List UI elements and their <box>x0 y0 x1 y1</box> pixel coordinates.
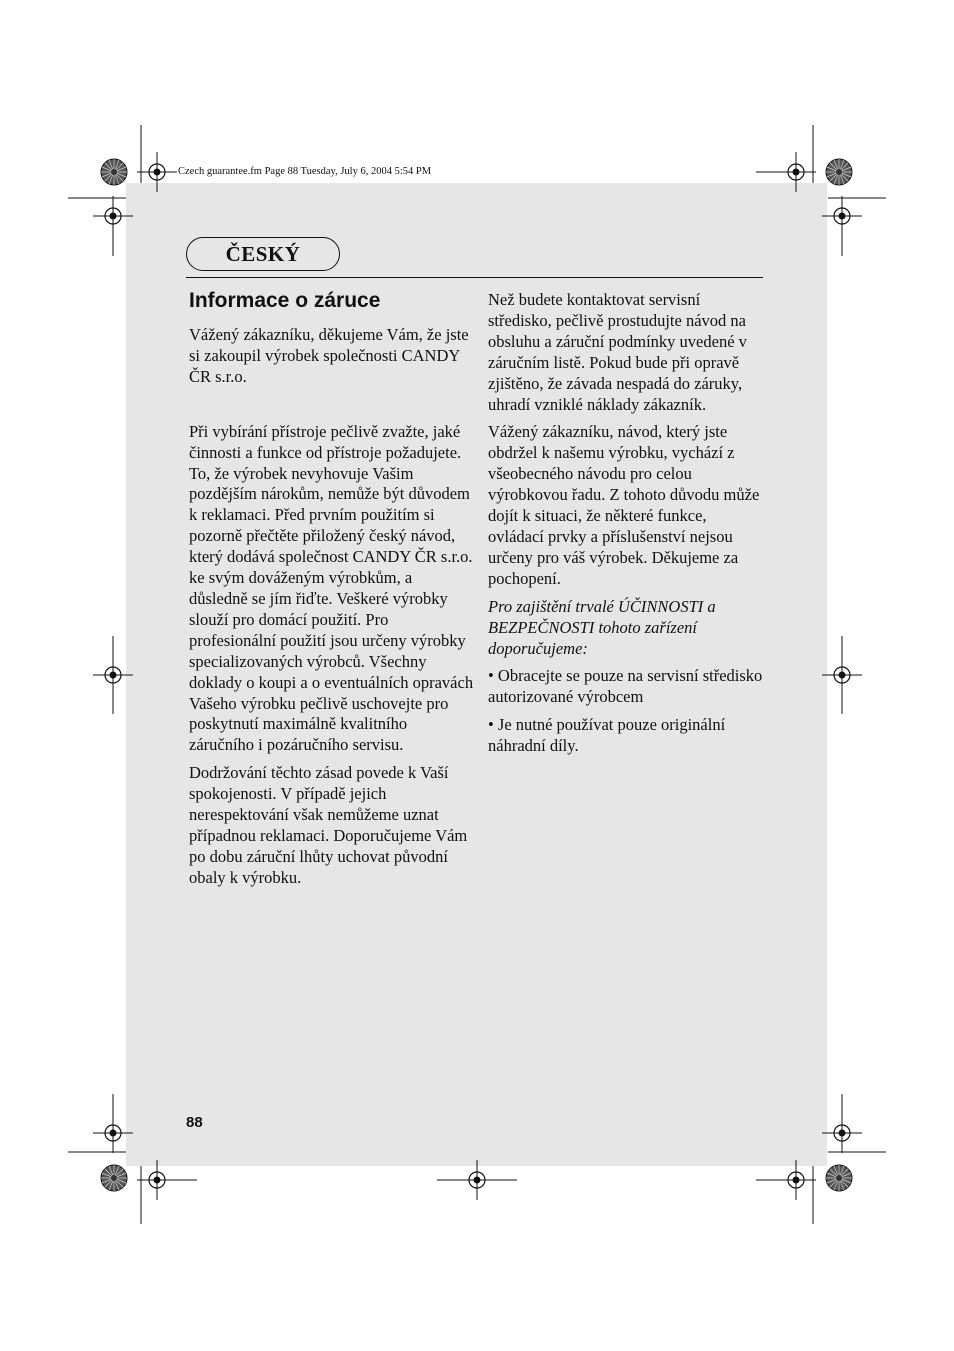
safety-note: Pro zajištění trvalé ÚČINNOSTI a BEZPEČNOSTI tohoto zařízení doporučujeme: <box>488 596 716 658</box>
selection-paragraph: Při vybírání přístroje pečlivě zvažte, jaké činnosti a funkce od přístroje požadujete. To, že výrobek nevyhovuje Vašim pozdějším nárokům, nemůže být důvodem k reklamaci. Před prvním použitím si pozorně přečtěte přiložený český návod, který dodává společnost CANDY ČR s.r.o. ke svým dováženým výrobkům, a důsledně se jím řiďte. Veškeré výrobky slouží pro domácí použití. Pro profesionální použití jsou určeny výrobky specializovaných výrobců. Všechny doklady o koupi a o eventuálních opravách Vašeho výrobku pečlivě uschovejte pro poskytnutí maximálně kvalitního záručního i pozáručního servisu. <box>189 421 474 755</box>
page-number: 88 <box>186 1114 203 1131</box>
bullet-item: • Je nutné používat pouze originální náhradní díly. <box>488 715 726 756</box>
file-slug: Czech guarantee.fm Page 88 Tuesday, July 6, 2004 5:54 PM <box>178 166 432 177</box>
spacer <box>189 395 474 422</box>
service-paragraph: Než budete kontaktovat servisní středisko, pečlivě prostudujte návod na obsluhu a záruční podmínky uvedené v záručním listě. Pokud bude při opravě zjištěno, že závada nespadá do záruky, uhradí vzniklé náklady zákazník. <box>488 290 747 414</box>
left-column <box>189 325 474 896</box>
bullet-item: • Obracejte se pouze na servisní středisko autorizované výrobcem <box>488 666 763 707</box>
right-column <box>488 290 764 764</box>
language-tab: ČESKÝ <box>186 237 340 271</box>
manual-paragraph: Vážený zákazníku, návod, který jste obdržel k našemu výrobku, vychází z všeobecného návodu pro celou výrobkovou řadu. Z tohoto důvodu může dojít k situaci, že některé funkce, ovládací prvky a příslušenství nejsou určeny pro váš výrobek. Děkujeme za pochopení. <box>488 422 760 588</box>
compliance-paragraph: Dodržování těchto zásad povede k Vaší spokojenosti. V případě jejich nerespektování však nemůžeme uznat případnou reklamaci. Doporučujeme Vám po dobu záruční lhůty uchovat původní obaly k výrobku. <box>189 763 468 887</box>
intro-paragraph: Vážený zákazníku, děkujeme Vám, že jste si zakoupil výrobek společnosti CANDY ČR s.r.o. <box>189 325 469 386</box>
header-rule <box>186 277 763 278</box>
page-title: Informace o záruce <box>189 289 381 312</box>
